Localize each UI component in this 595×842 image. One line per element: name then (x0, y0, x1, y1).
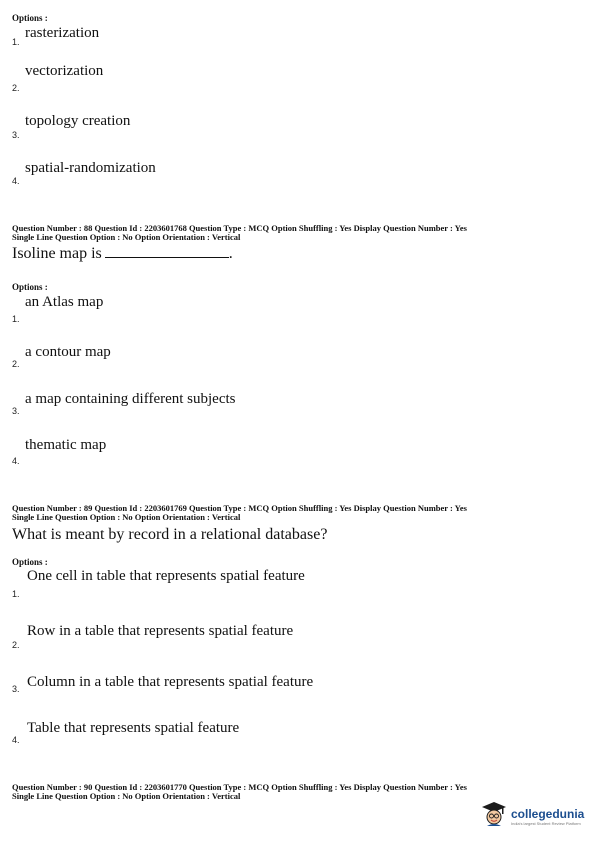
option-number: 3. (12, 684, 20, 694)
question-text: What is meant by record in a relational database? (12, 526, 328, 543)
question-end: . (228, 245, 233, 262)
option-number: 2. (12, 83, 20, 93)
option-text: a contour map (25, 344, 111, 360)
options-label: Options : (12, 557, 48, 567)
question-meta: Single Line Question Option : No Option Orientation : Vertical (12, 791, 241, 801)
option-number: 4. (12, 176, 20, 186)
option-number: 1. (12, 314, 20, 324)
brand-tagline: India's largest Student Review Platform (511, 821, 581, 826)
option-number: 1. (12, 589, 20, 599)
collegedunia-logo (481, 800, 591, 834)
option-number: 4. (12, 456, 20, 466)
brand-name: collegedunia (511, 807, 585, 821)
graduate-icon (481, 800, 507, 828)
option-text: vectorization (25, 63, 104, 79)
options-label: Options : (12, 282, 48, 292)
option-number: 3. (12, 130, 20, 140)
option-number: 4. (12, 735, 20, 745)
question-meta: Single Line Question Option : No Option Orientation : Vertical (12, 512, 241, 522)
option-text: One cell in table that represents spatial feature (27, 568, 305, 584)
question-stem: Isoline map is (12, 245, 102, 262)
option-number: 2. (12, 640, 20, 650)
option-text: Table that represents spatial feature (27, 720, 240, 736)
question-meta: Question Number : 90 Question Id : 2203601770 Question Type : MCQ Option Shuffling : Yes Display Question Number : Yes (12, 782, 467, 792)
option-text: thematic map (25, 437, 107, 453)
option-text: a map containing different subjects (25, 391, 236, 407)
option-text: spatial-randomization (25, 160, 156, 176)
question-text (12, 245, 233, 263)
options-label: Options : (12, 13, 48, 23)
option-number: 2. (12, 359, 20, 369)
option-text: topology creation (25, 113, 131, 129)
question-meta: Single Line Question Option : No Option Orientation : Vertical (12, 232, 241, 242)
option-text: an Atlas map (25, 294, 104, 310)
question-meta: Question Number : 89 Question Id : 2203601769 Question Type : MCQ Option Shuffling : Yes Display Question Number : Yes (12, 503, 467, 513)
option-text: Row in a table that represents spatial feature (27, 623, 294, 639)
option-text: Column in a table that represents spatial feature (27, 674, 314, 690)
question-meta: Question Number : 88 Question Id : 2203601768 Question Type : MCQ Option Shuffling : Yes Display Question Number : Yes (12, 223, 467, 233)
option-number: 1. (12, 37, 20, 47)
option-number: 3. (12, 406, 20, 416)
answer-blank (105, 245, 229, 258)
option-text: rasterization (25, 25, 100, 41)
